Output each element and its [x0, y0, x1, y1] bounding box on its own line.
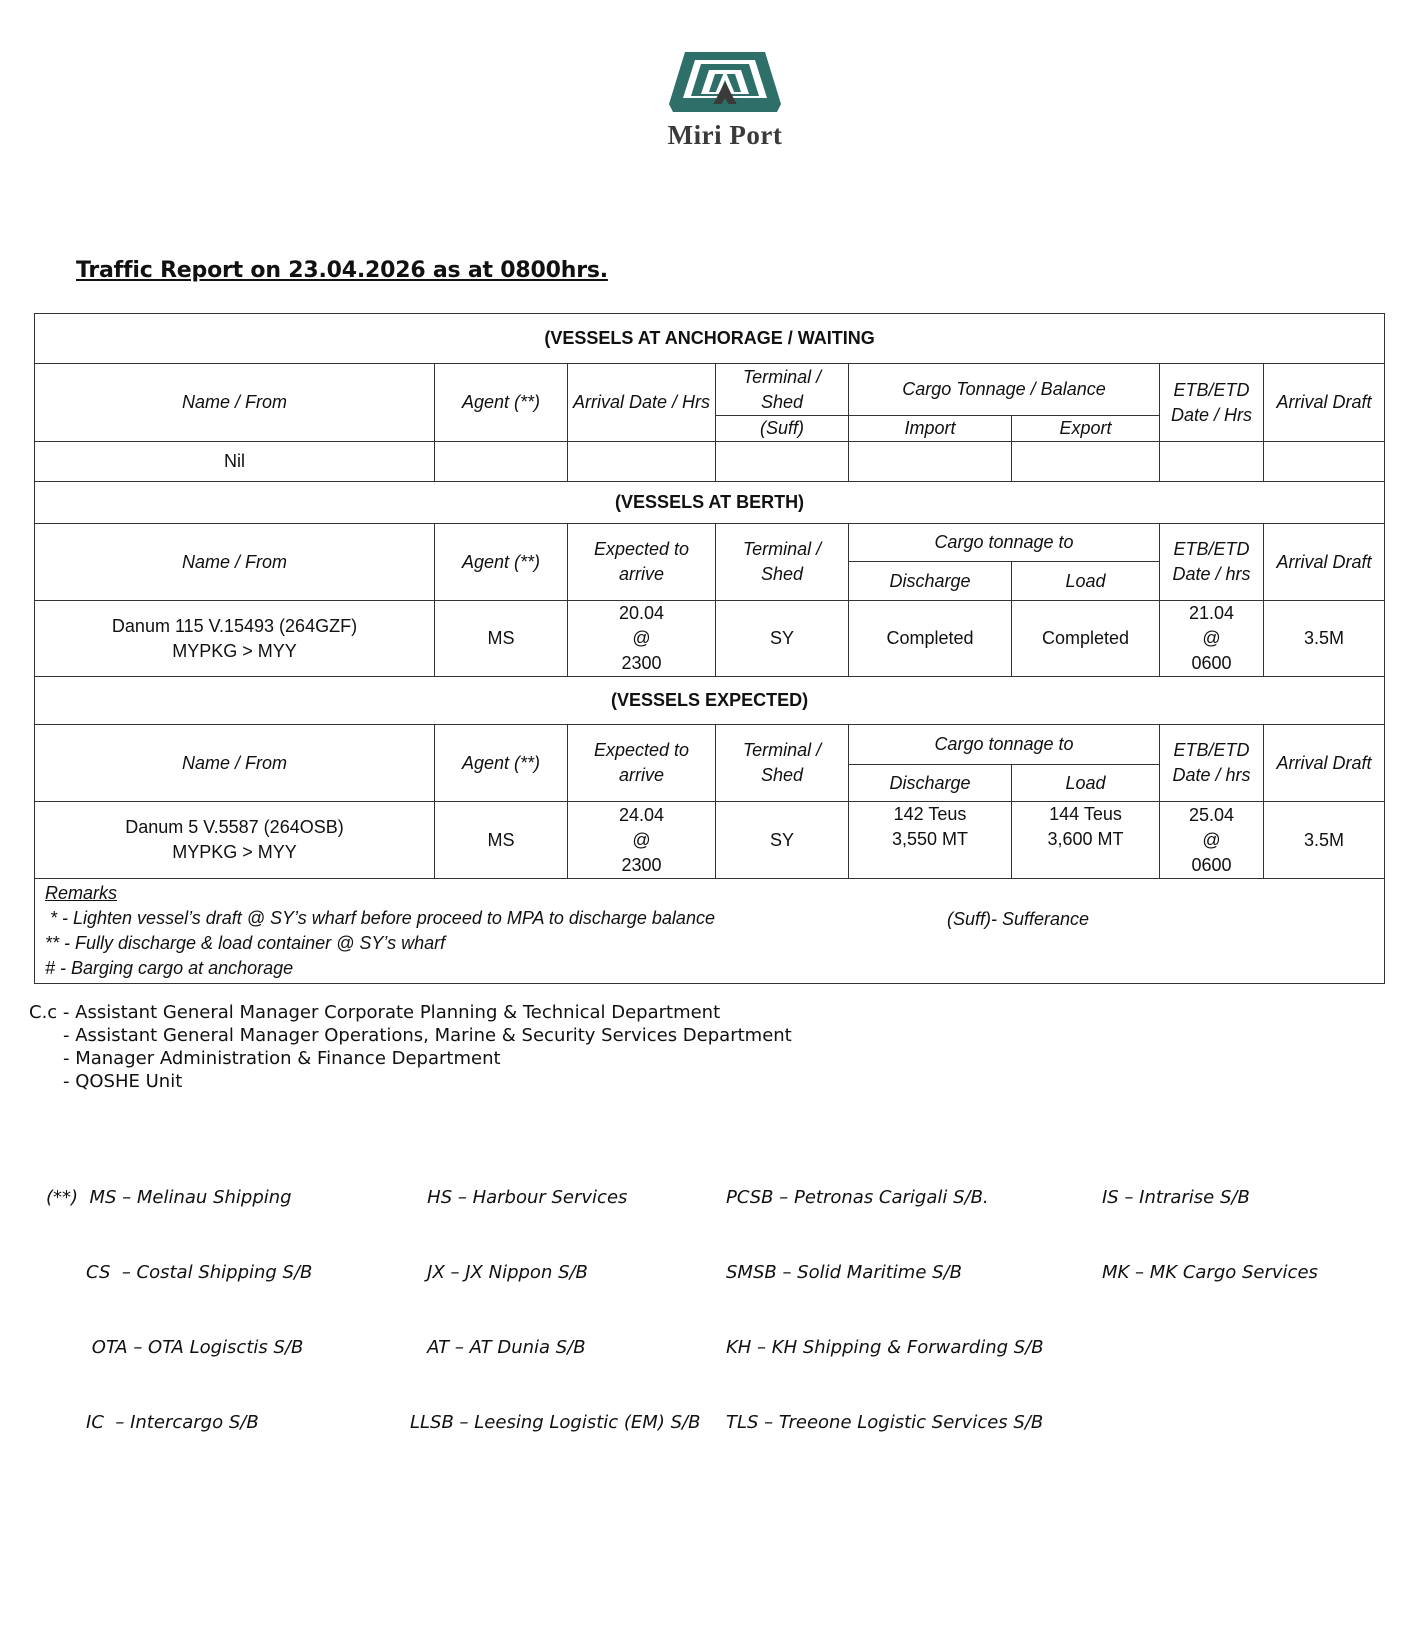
- remarks-title: Remarks: [45, 883, 118, 903]
- expected-header-expected: Expected to arrive: [568, 725, 716, 802]
- agent-legend-item: IS – Intrarise S/B: [1102, 1187, 1250, 1208]
- agent-legend-item: IC – Intercargo S/B: [46, 1412, 259, 1433]
- logo-text: Miri Port: [667, 120, 783, 150]
- expected-vessel-name: Danum 5 V.5587 (264OSB): [125, 817, 344, 837]
- remarks-suff-note: (Suff)- Sufferance: [947, 909, 1090, 929]
- expected-header-draft: Arrival Draft: [1264, 725, 1385, 802]
- berth-header-cargo: Cargo tonnage to: [849, 524, 1160, 562]
- cc-line: C.c - Assistant General Manager Corporate Planning & Technical Department: [29, 1002, 721, 1023]
- berth-row-draft: 3.5M: [1264, 601, 1385, 677]
- anchorage-section-title: (VESSELS AT ANCHORAGE / WAITING: [35, 314, 1385, 364]
- berth-header-expected: Expected to arrive: [568, 524, 716, 601]
- agent-legend-item: SMSB – Solid Maritime S/B: [726, 1262, 962, 1283]
- expected-row-name: [35, 802, 435, 879]
- berth-row-terminal: SY: [716, 601, 849, 677]
- miri-port-emblem-icon: [669, 52, 781, 118]
- berth-section-title: (VESSELS AT BERTH): [35, 482, 1385, 524]
- expected-row-discharge: 142 Teus 3,550 MT: [849, 802, 1012, 879]
- anchorage-header-import: Import: [849, 416, 1012, 442]
- table-row: [35, 601, 1385, 677]
- expected-header-discharge: Discharge: [849, 765, 1012, 802]
- expected-row-agent: MS: [435, 802, 568, 879]
- expected-vessel-route: MYPKG > MYY: [172, 842, 297, 862]
- berth-row-expected: 20.04 @ 2300: [568, 601, 716, 677]
- remarks-line-2: ** - Fully discharge & load container @ SY’s wharf: [45, 933, 446, 953]
- anchorage-header-arrival: Arrival Date / Hrs: [568, 364, 716, 442]
- agent-legend-item: PCSB – Petronas Carigali S/B.: [726, 1187, 989, 1208]
- agent-legend-col-2: [410, 1135, 700, 1460]
- anchorage-header-etb: ETB/ETD Date / Hrs: [1160, 364, 1264, 442]
- anchorage-header-name: Name / From: [35, 364, 435, 442]
- expected-header-cargo: Cargo tonnage to: [849, 725, 1160, 765]
- berth-row-name: [35, 601, 435, 677]
- anchorage-header-agent: Agent (**): [435, 364, 568, 442]
- expected-row-load: 144 Teus 3,600 MT: [1012, 802, 1160, 879]
- agent-legend-item: CS – Costal Shipping S/B: [46, 1262, 313, 1283]
- remarks-block: [35, 879, 1385, 984]
- agent-legend-item: LLSB – Leesing Logistic (EM) S/B: [410, 1412, 701, 1433]
- berth-row-etb: 21.04 @ 0600: [1160, 601, 1264, 677]
- expected-row-etb: 25.04 @ 0600: [1160, 802, 1264, 879]
- traffic-report-table: [34, 313, 1385, 984]
- berth-header-discharge: Discharge: [849, 562, 1012, 601]
- expected-row-terminal: SY: [716, 802, 849, 879]
- berth-header-terminal: Terminal / Shed: [716, 524, 849, 601]
- berth-row-load: Completed: [1012, 601, 1160, 677]
- agent-legend-item: AT – AT Dunia S/B: [410, 1337, 586, 1358]
- miri-port-logo: [660, 52, 790, 162]
- berth-header-load: Load: [1012, 562, 1160, 601]
- expected-header-etb: ETB/ETD Date / hrs: [1160, 725, 1264, 802]
- remarks-line-1: * - Lighten vessel’s draft @ SY’s wharf before proceed to MPA to discharge balance: [45, 908, 715, 928]
- agent-legend-item: MK – MK Cargo Services: [1102, 1262, 1318, 1283]
- anchorage-header-cargo: Cargo Tonnage / Balance: [849, 364, 1160, 416]
- berth-header-name: Name / From: [35, 524, 435, 601]
- expected-section-title: (VESSELS EXPECTED): [35, 677, 1385, 725]
- anchorage-header-terminal: Terminal / Shed: [716, 364, 849, 416]
- berth-header-etb: ETB/ETD Date / hrs: [1160, 524, 1264, 601]
- anchorage-header-export: Export: [1012, 416, 1160, 442]
- agent-legend-col-3: [726, 1135, 1044, 1460]
- agent-legend-item: TLS – Treeone Logistic Services S/B: [726, 1412, 1044, 1433]
- cc-list: [29, 1001, 792, 1093]
- agent-legend-item: KH – KH Shipping & Forwarding S/B: [726, 1337, 1044, 1358]
- cc-line: - Manager Administration & Finance Department: [63, 1048, 501, 1069]
- expected-header-terminal: Terminal / Shed: [716, 725, 849, 802]
- cc-line: - QOSHE Unit: [63, 1071, 183, 1092]
- anchorage-header-draft: Arrival Draft: [1264, 364, 1385, 442]
- table-row: [35, 802, 1385, 879]
- report-title: Traffic Report on 23.04.2026 as at 0800hrs.: [76, 258, 608, 283]
- anchorage-header-suff: (Suff): [716, 416, 849, 442]
- expected-header-load: Load: [1012, 765, 1160, 802]
- berth-row-agent: MS: [435, 601, 568, 677]
- berth-header-draft: Arrival Draft: [1264, 524, 1385, 601]
- agent-legend-col-1: [46, 1135, 312, 1460]
- remarks-line-3: # - Barging cargo at anchorage: [45, 958, 294, 978]
- berth-vessel-name: Danum 115 V.15493 (264GZF): [111, 615, 358, 636]
- expected-header-name: Name / From: [35, 725, 435, 802]
- berth-vessel-route: MYPKG > MYY: [172, 640, 297, 661]
- agent-legend-item: HS – Harbour Services: [410, 1187, 628, 1208]
- expected-row-draft: 3.5M: [1264, 802, 1385, 879]
- berth-row-discharge: Completed: [849, 601, 1012, 677]
- cc-line: - Assistant General Manager Operations, Marine & Security Services Department: [63, 1025, 792, 1046]
- agent-legend-col-4: [1102, 1135, 1318, 1310]
- expected-header-agent: Agent (**): [435, 725, 568, 802]
- berth-header-agent: Agent (**): [435, 524, 568, 601]
- anchorage-row-name: Nil: [35, 442, 435, 482]
- agent-legend-item: OTA – OTA Logisctis S/B: [46, 1337, 304, 1358]
- expected-row-expected: 24.04 @ 2300: [568, 802, 716, 879]
- agent-legend-item: JX – JX Nippon S/B: [410, 1262, 588, 1283]
- table-row: [35, 442, 1385, 482]
- agent-legend-item: (**) MS – Melinau Shipping: [46, 1187, 292, 1208]
